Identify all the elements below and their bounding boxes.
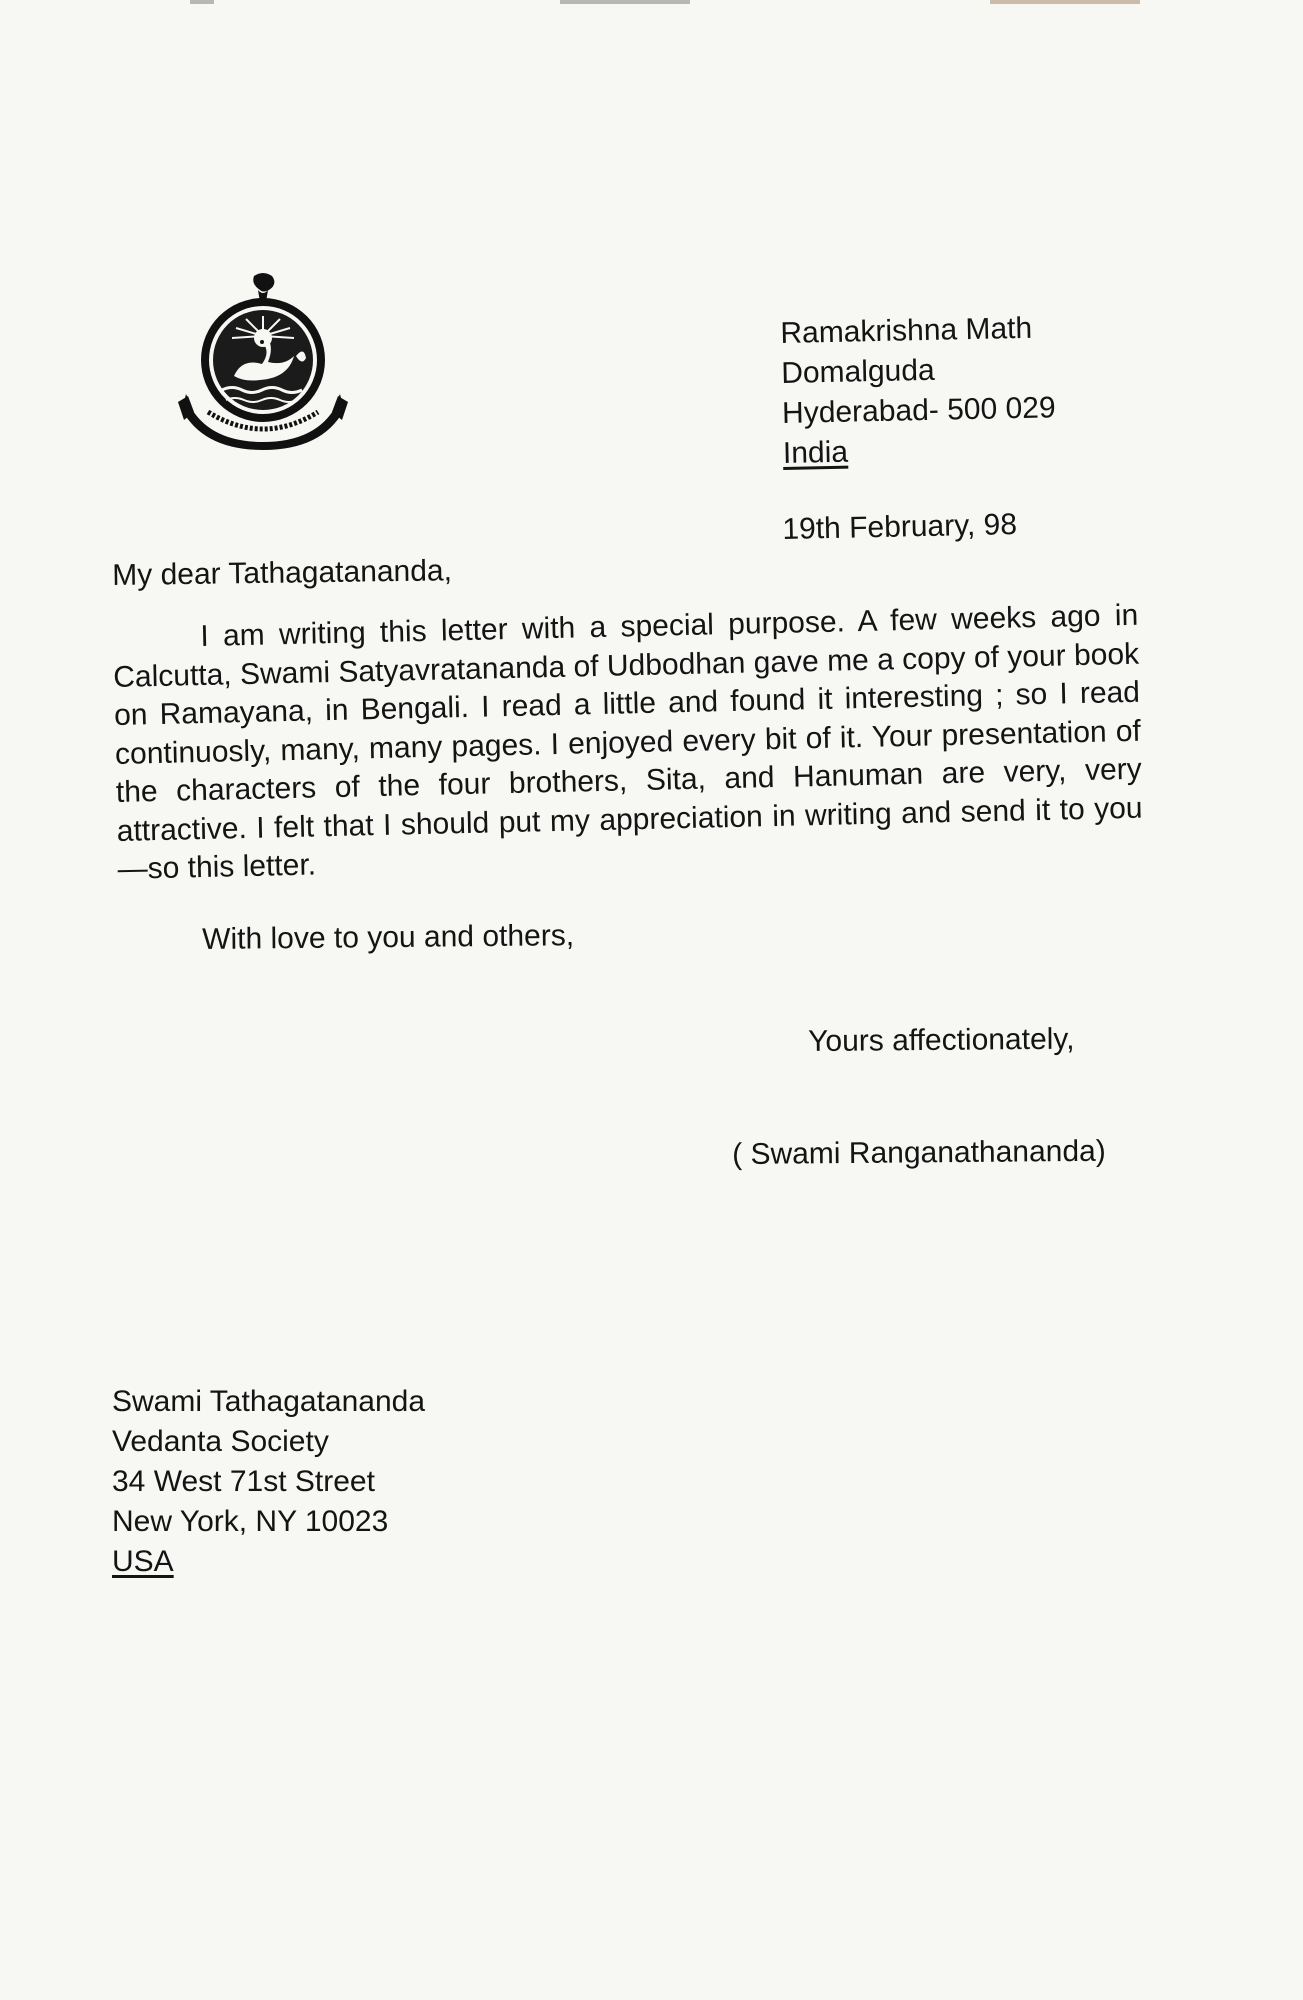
salutation: My dear Tathagatananda,: [112, 554, 453, 592]
recipient-line: Vedanta Society: [112, 1425, 329, 1458]
closing-line: With love to you and others,: [202, 919, 575, 956]
recipient-address: [112, 1382, 425, 1582]
signer-name: ( Swami Ranganathananda): [732, 1134, 1106, 1171]
letter-body: [112, 597, 1144, 890]
sender-line: Hyderabad- 500 029: [781, 391, 1056, 430]
ramakrishna-math-emblem-icon: [178, 272, 348, 452]
sender-line: Ramakrishna Math: [780, 311, 1033, 350]
recipient-line: Swami Tathagatananda: [112, 1385, 426, 1418]
sender-line: Domalguda: [780, 353, 935, 390]
sender-address: [780, 308, 1057, 474]
scan-mark: [190, 0, 214, 4]
scan-mark: [990, 0, 1140, 4]
letter-body-text: I am writing this letter with a special purpose. A few weeks ago in Calcutta, Swami Satyavratananda of Udbodhan gave me a copy of your book on Ramayana, in Bengali. I read a little and found it interesting ; so I read continuosly, many, many pages. I enjoyed every bit of it. Your presentation of the characters of the four brothers, Sita, and Hanuman are very, very attractive. I felt that I should put my appreciation in writing and send it to you—so this letter.: [112, 598, 1143, 886]
signoff: Yours affectionately,: [808, 1022, 1075, 1058]
recipient-line: 34 West 71st Street: [112, 1465, 375, 1498]
sender-country: India: [782, 435, 849, 470]
recipient-line: New York, NY 10023: [112, 1505, 389, 1538]
scan-mark: [560, 0, 690, 4]
recipient-country: USA: [112, 1545, 174, 1578]
letter-date: 19th February, 98: [782, 508, 1018, 546]
